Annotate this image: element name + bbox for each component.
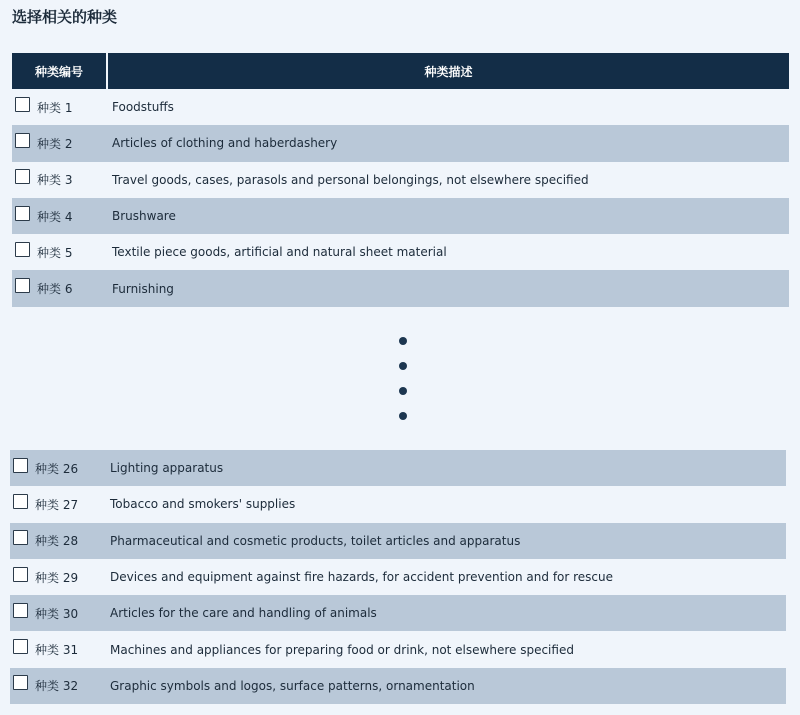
category-label: 种类 31	[35, 643, 79, 658]
category-number-cell	[10, 523, 105, 559]
category-table-top	[12, 53, 789, 307]
category-number-cell	[12, 234, 107, 270]
table-row	[10, 523, 786, 559]
category-number-cell	[12, 162, 107, 198]
category-description: Articles of clothing and haberdashery	[112, 136, 338, 151]
category-checkbox[interactable]	[15, 133, 30, 148]
ellipsis-dot	[399, 362, 407, 370]
category-checkbox[interactable]	[13, 567, 28, 582]
category-label: 种类 1	[37, 100, 73, 115]
category-number-cell	[12, 125, 107, 161]
table-row	[12, 89, 789, 125]
category-checkbox[interactable]	[15, 206, 30, 221]
table-row	[10, 595, 786, 631]
table-row	[12, 125, 789, 161]
category-checkbox[interactable]	[13, 603, 28, 618]
table-row	[10, 559, 786, 595]
table-header-row	[12, 53, 789, 89]
category-number-cell	[10, 450, 105, 486]
table-row	[12, 270, 789, 306]
category-description: Foodstuffs	[112, 100, 174, 115]
category-table-bottom	[10, 450, 786, 704]
table-row	[10, 486, 786, 522]
category-number-cell	[10, 595, 105, 631]
category-label: 种类 4	[37, 209, 73, 224]
table-body-bottom	[10, 450, 786, 704]
column-header-description: 种类描述	[107, 53, 789, 89]
category-description: Brushware	[112, 209, 176, 224]
page-title: 选择相关的种类	[12, 8, 118, 26]
category-label: 种类 3	[37, 173, 73, 188]
category-checkbox[interactable]	[15, 169, 30, 184]
category-checkbox[interactable]	[15, 242, 30, 257]
category-description: Textile piece goods, artificial and natural sheet material	[112, 245, 447, 260]
table-row	[10, 631, 786, 667]
category-checkbox[interactable]	[13, 639, 28, 654]
category-number-cell	[10, 631, 105, 667]
category-number-cell	[10, 486, 105, 522]
table-body-top	[12, 89, 789, 307]
category-number-cell	[12, 89, 107, 125]
table-row	[12, 162, 789, 198]
category-description: Lighting apparatus	[110, 461, 224, 476]
category-label: 种类 27	[35, 497, 79, 512]
category-number-cell	[10, 668, 105, 704]
category-number-cell	[12, 270, 107, 306]
table-row	[10, 450, 786, 486]
category-number-cell	[12, 198, 107, 234]
category-checkbox[interactable]	[13, 494, 28, 509]
category-description: Furnishing	[112, 281, 174, 296]
category-description: Tobacco and smokers' supplies	[110, 497, 296, 512]
table-row	[10, 668, 786, 704]
category-label: 种类 29	[35, 570, 79, 585]
ellipsis-dot	[399, 337, 407, 345]
category-description: Graphic symbols and logos, surface patterns, ornamentation	[110, 678, 475, 693]
category-checkbox[interactable]	[13, 458, 28, 473]
category-checkbox[interactable]	[15, 97, 30, 112]
category-number-cell	[10, 559, 105, 595]
category-label: 种类 26	[35, 461, 79, 476]
category-description: Articles for the care and handling of animals	[110, 606, 377, 621]
vertical-ellipsis-icon	[399, 337, 409, 427]
category-description: Pharmaceutical and cosmetic products, toilet articles and apparatus	[110, 533, 521, 548]
category-checkbox[interactable]	[15, 278, 30, 293]
category-checkbox[interactable]	[13, 675, 28, 690]
category-label: 种类 30	[35, 606, 79, 621]
category-label: 种类 2	[37, 136, 73, 151]
category-description: Machines and appliances for preparing food or drink, not elsewhere specified	[110, 642, 574, 657]
category-label: 种类 32	[35, 679, 79, 694]
ellipsis-dot	[399, 387, 407, 395]
category-label: 种类 5	[37, 245, 73, 260]
category-description: Travel goods, cases, parasols and personal belongings, not elsewhere specified	[112, 172, 589, 187]
category-checkbox[interactable]	[13, 530, 28, 545]
category-label: 种类 6	[37, 282, 73, 297]
table-row	[12, 234, 789, 270]
category-label: 种类 28	[35, 534, 79, 549]
column-header-number: 种类编号	[12, 53, 107, 89]
ellipsis-dot	[399, 412, 407, 420]
category-description: Devices and equipment against fire hazards, for accident prevention and for rescue	[110, 570, 614, 585]
table-row	[12, 198, 789, 234]
